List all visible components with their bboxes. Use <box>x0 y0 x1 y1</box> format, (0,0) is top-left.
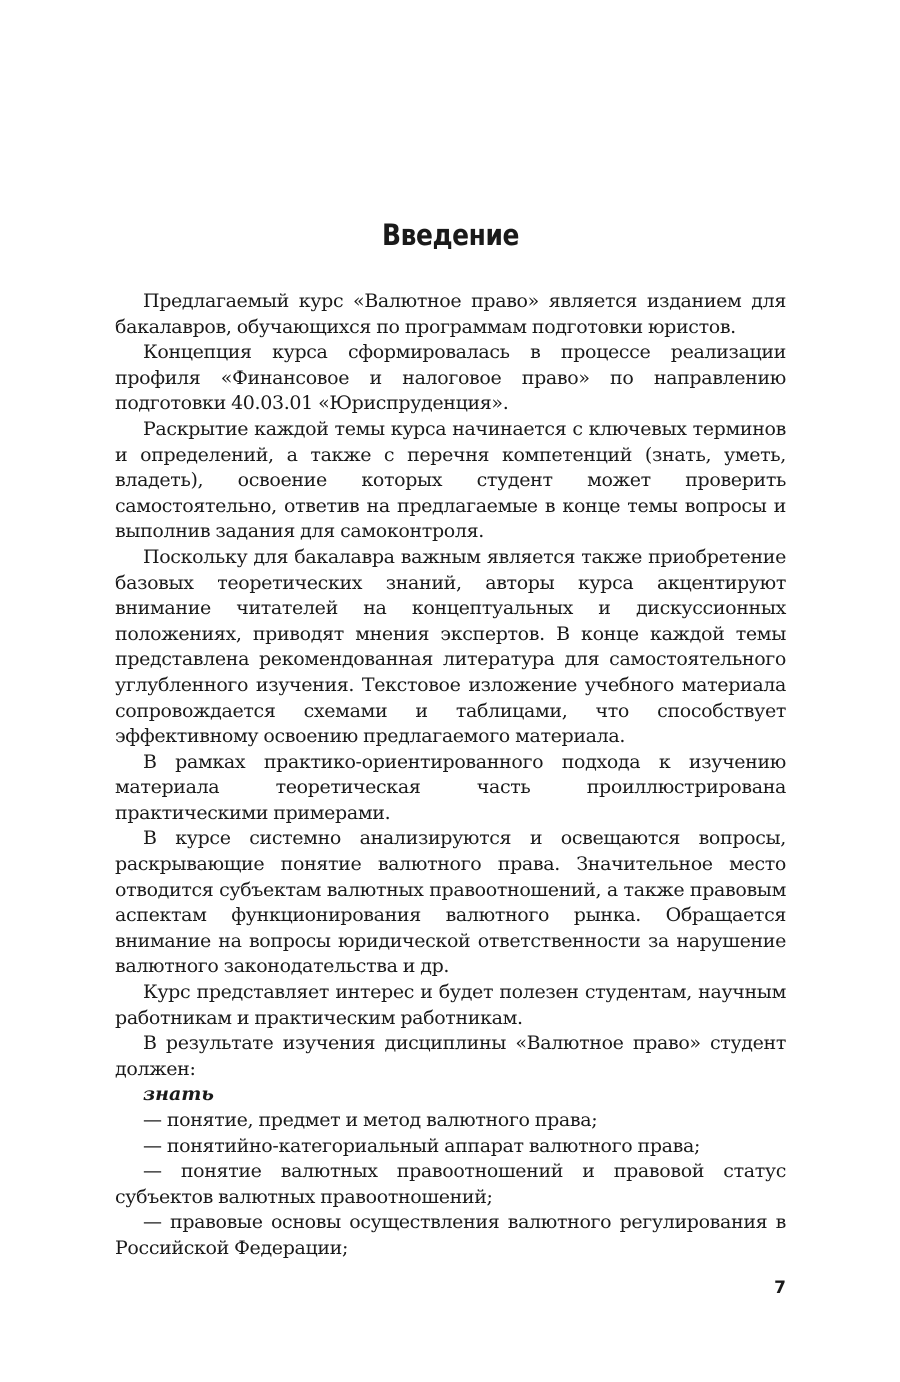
body-text <box>115 289 786 1262</box>
paragraph-8: В результате изучения дисциплины «Валютное право» студент должен: <box>115 1032 786 1080</box>
paragraph-1: Предлагаемый курс «Валютное право» является изданием для бакалавров, обучающихся по программам подготовки юристов. <box>115 290 786 338</box>
book-page <box>115 0 786 1382</box>
page-title: Введение <box>382 218 519 252</box>
know-label: знать <box>143 1083 214 1106</box>
paragraph-2: Концепция курса сформировалась в процессе реализации профиля «Финансовое и налоговое право» по направлению подготовки 40.03.01 «Юриспруденция». <box>115 341 786 415</box>
paragraph-3: Раскрытие каждой темы курса начинается с ключевых терминов и определений, а также с перечня компетенций (знать, уметь, владеть), освоение которых студент может проверить самостоятельно, ответив на предлагаемые в конце темы вопросы и выполнив задания для самоконтроля. <box>115 417 786 543</box>
page-number: 7 <box>774 1278 786 1298</box>
paragraph-6: В курсе системно анализируются и освещаются вопросы, раскрывающие понятие валютного права. Значительное место отводится субъектам валютных правоотношений, а также правовым аспектам функционирования валютного рынка. Обращается внимание на вопросы юридической ответственности за нарушение валютного законодательства и др. <box>115 827 786 978</box>
paragraph-7: Курс представляет интерес и будет полезен студентам, научным работникам и практическим работникам. <box>115 981 786 1029</box>
know-item-3: — понятие валютных правоотношений и правовой статус субъектов валютных правоотношений; <box>115 1160 786 1208</box>
paragraph-5: В рамках практико-ориентированного подхода к изучению материала теоретическая часть проиллюстрирована практическими примерами. <box>115 750 786 824</box>
know-item-1: — понятие, предмет и метод валютного права; <box>143 1109 598 1131</box>
know-item-4: — правовые основы осуществления валютного регулирования в Российской Федерации; <box>115 1211 786 1259</box>
paragraph-4: Поскольку для бакалавра важным является также приобретение базовых теоретических знаний, авторы курса акцентируют внимание читателей на концептуальных и дискуссионных положениях, приводят мнения экспертов. В конце каждой темы представлена рекомендованная литература для самостоятельного углубленного изучения. Текстовое изложение учебного материала сопровождается схемами и таблицами, что способствует эффективному освоению предлагаемого материала. <box>115 545 786 748</box>
know-item-2: — понятийно-категориальный аппарат валютного права; <box>143 1134 700 1157</box>
